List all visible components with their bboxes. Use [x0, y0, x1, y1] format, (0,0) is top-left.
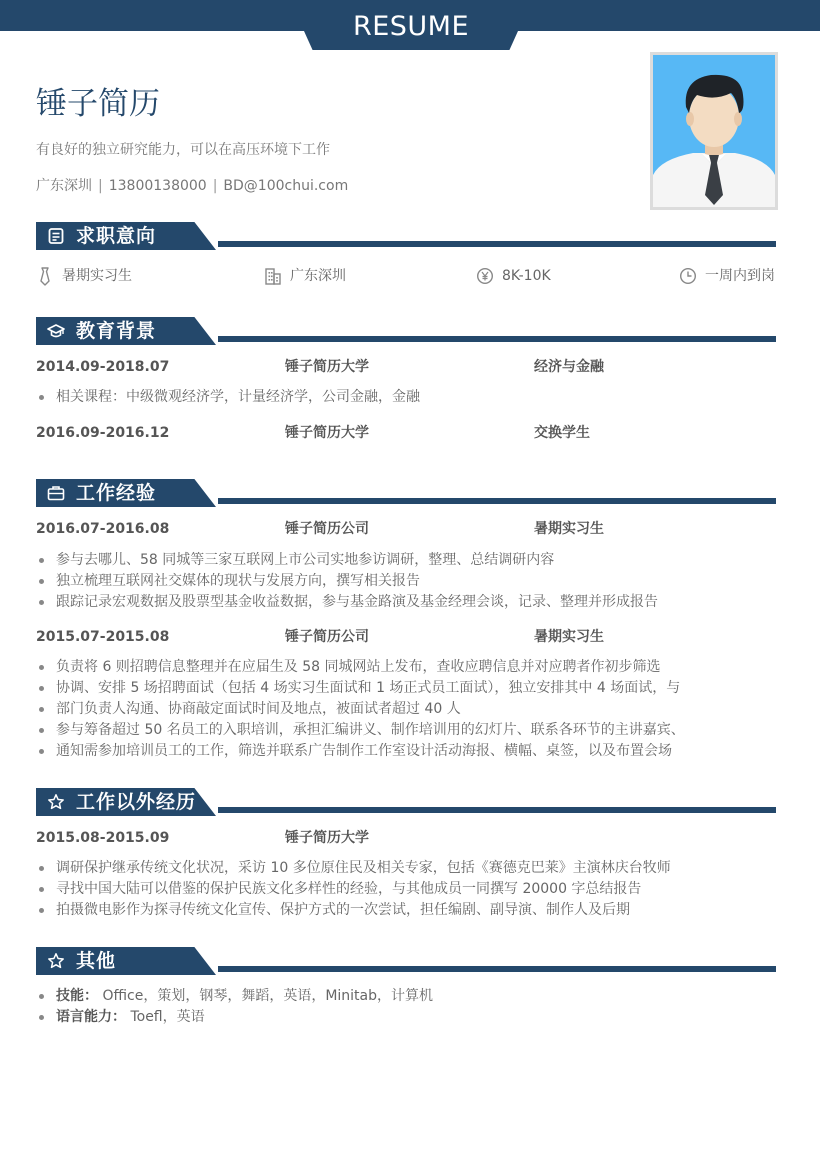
entry-org: 锤子简历大学	[285, 425, 369, 441]
intent-label: 8K-10K	[502, 268, 551, 284]
section-rule	[218, 498, 776, 504]
clock-icon	[679, 266, 697, 286]
section-rule	[218, 966, 776, 972]
section-title: 工作以外经历	[76, 791, 197, 813]
intent-label: 广东深圳	[290, 268, 346, 284]
entry-role: 经济与金融	[534, 359, 604, 375]
extra-entry-header	[36, 827, 776, 849]
work-bullets	[36, 657, 776, 762]
entry-date: 2016.07-2016.08	[36, 521, 170, 537]
section-header-education	[36, 317, 776, 345]
id-card-icon	[47, 227, 65, 245]
section-rule	[218, 336, 776, 342]
extra-bullets	[36, 858, 776, 921]
list-item: 独立梳理互联网社交媒体的现状与发展方向，撰写相关报告	[36, 571, 776, 592]
other-bullets	[36, 986, 776, 1028]
intent-item-availability	[679, 264, 775, 288]
contact-location: 广东深圳	[36, 178, 92, 194]
intent-label: 一周内到岗	[705, 268, 775, 284]
yen-icon	[476, 266, 494, 286]
entry-org: 锤子简历大学	[285, 830, 369, 846]
entry-date: 2016.09-2016.12	[36, 425, 170, 441]
education-bullets	[36, 387, 776, 408]
graduation-cap-icon	[47, 322, 65, 340]
contact-divider: |	[98, 178, 103, 194]
candidate-name: 锤子简历	[36, 86, 160, 122]
briefcase-icon	[47, 484, 65, 502]
list-item-skills	[36, 986, 776, 1007]
section-header-extra	[36, 788, 776, 816]
list-item: 拍摄微电影作为探寻传统文化宣传、保护方式的一次尝试，担任编剧、副导演、制作人及后期	[36, 900, 776, 921]
item-value: Toefl，英语	[130, 1009, 205, 1025]
section-header-intent	[36, 222, 776, 250]
section-title: 工作经验	[76, 482, 157, 504]
intent-row	[36, 264, 776, 288]
profile-photo	[650, 52, 778, 210]
section-header-work	[36, 479, 776, 507]
list-item: 协调、安排 5 场招聘面试（包括 4 场实习生面试和 1 场正式员工面试），独立安排其中 4 场面试，与	[36, 678, 776, 699]
entry-org: 锤子简历大学	[285, 359, 369, 375]
list-item: 部门负责人沟通、协商敲定面试时间及地点，被面试者超过 40 人	[36, 699, 776, 720]
intent-label: 暑期实习生	[62, 268, 132, 284]
section-title: 其他	[76, 950, 117, 972]
intent-item-salary	[476, 264, 551, 288]
section-header-other	[36, 947, 776, 975]
work-bullets	[36, 550, 776, 613]
entry-date: 2014.09-2018.07	[36, 359, 170, 375]
star-icon	[47, 952, 65, 970]
section-title: 求职意向	[76, 225, 157, 247]
item-label: 技能：	[56, 988, 98, 1004]
tie-icon	[36, 266, 54, 286]
item-value: Office，策划，钢琴，舞蹈，英语，Minitab，计算机	[102, 988, 434, 1004]
resume-banner-title: RESUME	[352, 11, 470, 42]
avatar-illustration	[653, 55, 775, 207]
entry-role: 暑期实习生	[534, 521, 604, 537]
list-item: 调研保护继承传统文化状况，采访 10 多位原住民及相关专家，包括《赛德克巴莱》主演林庆台牧师	[36, 858, 776, 879]
building-icon	[264, 266, 282, 286]
list-item: 参与筹备超过 50 名员工的入职培训，承担汇编讲义、制作培训用的幻灯片、联系各环节的主讲嘉宾、	[36, 720, 776, 741]
education-entry-header	[36, 356, 776, 378]
entry-date: 2015.08-2015.09	[36, 830, 170, 846]
list-item: 跟踪记录宏观数据及股票型基金收益数据，参与基金路演及基金经理会谈，记录、整理并形成报告	[36, 592, 776, 613]
star-icon	[47, 793, 65, 811]
work-entry-header	[36, 518, 776, 540]
entry-org: 锤子简历公司	[285, 521, 369, 537]
contact-phone: 13800138000	[108, 178, 207, 194]
contact-divider: |	[212, 178, 218, 194]
list-item: 负责将 6 则招聘信息整理并在应届生及 58 同城网站上发布，查收应聘信息并对应聘者作初步筛选	[36, 657, 776, 678]
entry-role: 暑期实习生	[534, 629, 604, 645]
entry-org: 锤子简历公司	[285, 629, 369, 645]
intent-item-city	[264, 264, 346, 288]
section-title: 教育背景	[76, 320, 157, 342]
list-item: 寻找中国大陆可以借鉴的保护民族文化多样性的经验，与其他成员一同撰写 20000 字总结报告	[36, 879, 776, 900]
intent-item-position	[36, 264, 132, 288]
section-rule	[218, 241, 776, 247]
item-label: 语言能力：	[56, 1009, 126, 1025]
list-item-languages	[36, 1007, 776, 1028]
entry-date: 2015.07-2015.08	[36, 629, 170, 645]
section-rule	[218, 807, 776, 813]
list-item: 相关课程：中级微观经济学，计量经济学，公司金融，金融	[36, 387, 776, 408]
list-item: 参与去哪儿、58 同城等三家互联网上市公司实地参访调研，整理、总结调研内容	[36, 550, 776, 571]
list-item: 通知需参加培训员工的工作，筛选并联系广告制作工作室设计活动海报、横幅、桌签，以及布置会场	[36, 741, 776, 762]
contact-email[interactable]: BD@100chui.com	[223, 178, 349, 194]
education-entry-header	[36, 422, 776, 444]
entry-role: 交换学生	[534, 425, 590, 441]
work-entry-header	[36, 626, 776, 648]
candidate-tagline: 有良好的独立研究能力，可以在高压环境下工作	[36, 142, 330, 158]
contact-line	[36, 176, 348, 196]
